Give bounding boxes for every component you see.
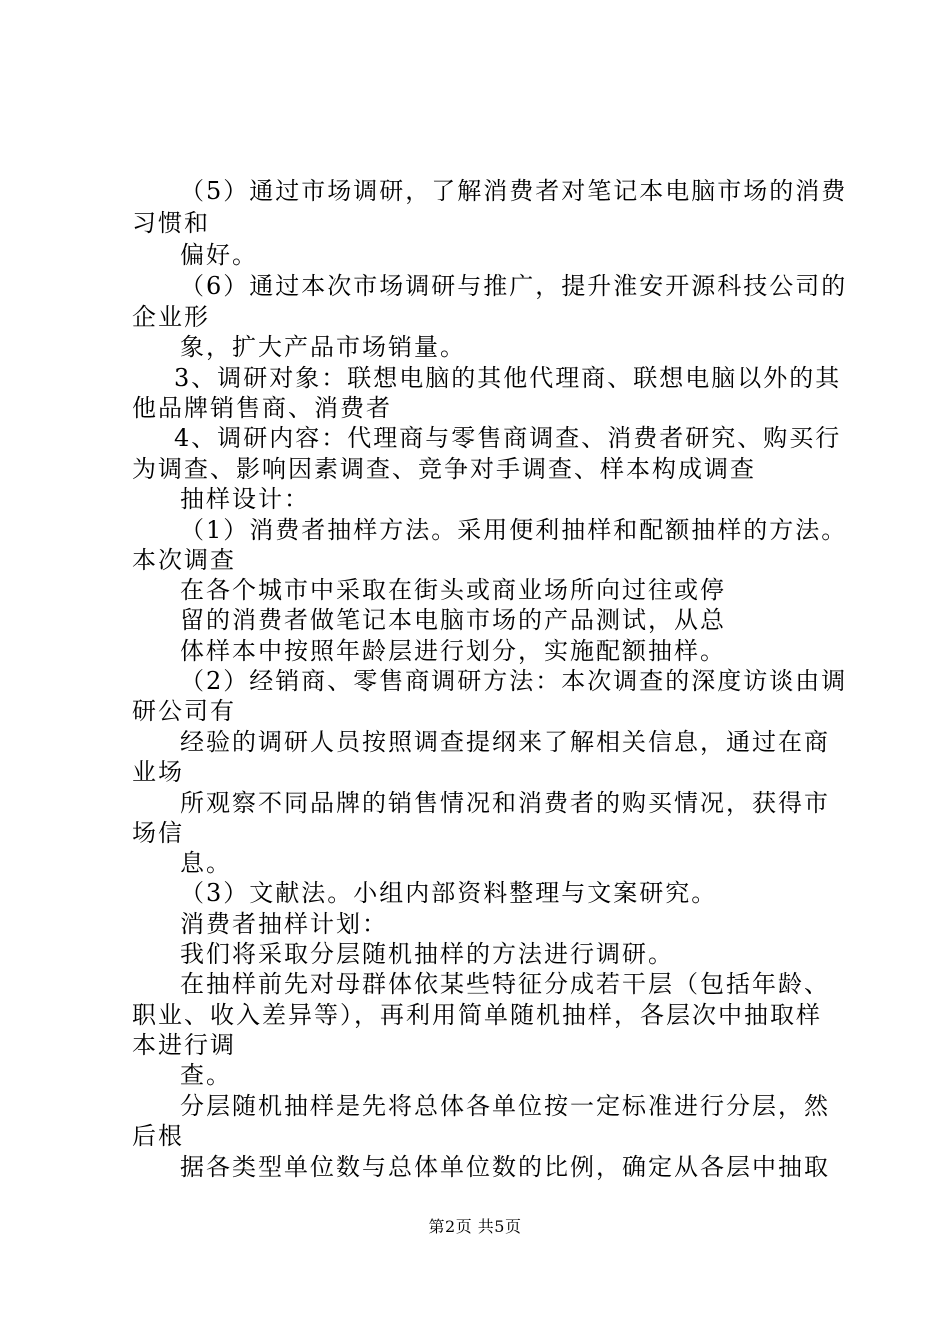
text-line: 3、调研对象：联想电脑的其他代理商、联想电脑以外的其 (174, 364, 842, 392)
text-line: 习惯和 (132, 209, 210, 237)
text-line: 我们将采取分层随机抽样的方法进行调研。 (180, 940, 674, 968)
text-line: 消费者抽样计划： (180, 910, 388, 938)
text-line: 抽样设计： (180, 485, 310, 513)
text-line: 后根 (132, 1122, 184, 1150)
text-line: 经验的调研人员按照调查提纲来了解相关信息，通过在商 (180, 728, 830, 756)
text-line: 在抽样前先对母群体依某些特征分成若干层（包括年龄、 (180, 970, 830, 998)
text-line: 象，扩大产品市场销量。 (180, 333, 466, 361)
text-line: 企业形 (132, 303, 210, 331)
text-line: 本进行调 (132, 1031, 236, 1059)
text-line: （2）经销商、零售商调研方法：本次调查的深度访谈由调 (180, 667, 848, 695)
text-line: 为调查、影响因素调查、竞争对手调查、样本构成调查 (132, 455, 756, 483)
text-line: （1）消费者抽样方法。采用便利抽样和配额抽样的方法。 (180, 516, 848, 544)
text-line: 所观察不同品牌的销售情况和消费者的购买情况，获得市 (180, 789, 830, 817)
text-line: 偏好。 (180, 241, 258, 269)
text-line: 研公司有 (132, 697, 236, 725)
text-line: （3）文献法。小组内部资料整理与文案研究。 (180, 879, 718, 907)
text-line: 在各个城市中采取在街头或商业场所向过往或停 (180, 576, 726, 604)
text-line: 4、调研内容：代理商与零售商调查、消费者研究、购买行 (174, 424, 842, 452)
text-line: 本次调查 (132, 546, 236, 574)
text-line: 职业、收入差异等），再利用简单随机抽样，各层次中抽取样 (132, 1001, 822, 1029)
text-line: 他品牌销售商、消费者 (132, 394, 392, 422)
text-line: （5）通过市场调研，了解消费者对笔记本电脑市场的消费 (180, 177, 848, 205)
page-number-footer: 第2页 共5页 (428, 1217, 522, 1236)
text-line: 体样本中按照年龄层进行划分，实施配额抽样。 (180, 637, 726, 665)
text-line: 业场 (132, 758, 184, 786)
text-line: 查。 (180, 1061, 232, 1089)
text-line: 息。 (180, 849, 232, 877)
text-line: 据各类型单位数与总体单位数的比例，确定从各层中抽取 (180, 1153, 830, 1181)
text-line: 分层随机抽样是先将总体各单位按一定标准进行分层，然 (180, 1092, 830, 1120)
text-line: 留的消费者做笔记本电脑市场的产品测试，从总 (180, 606, 726, 634)
text-line: （6）通过本次市场调研与推广，提升淮安开源科技公司的 (180, 272, 848, 300)
text-line: 场信 (132, 819, 184, 847)
